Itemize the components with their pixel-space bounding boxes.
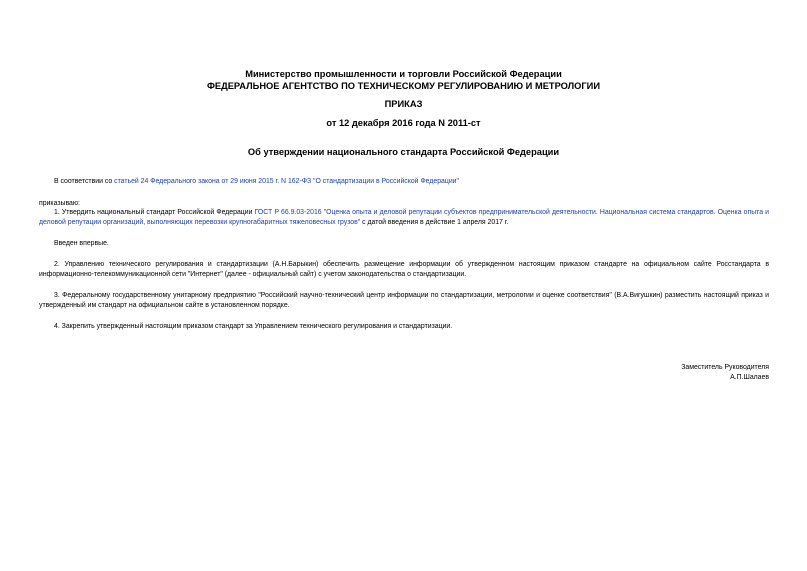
first-time-note: Введен впервые.	[54, 240, 109, 247]
agency-heading: ФЕДЕРАЛЬНОЕ АГЕНТСТВО ПО ТЕХНИЧЕСКОМУ РЕГУЛИРОВАНИЮ И МЕТРОЛОГИИ	[206, 81, 601, 91]
item-4-paragraph: 4. Закрепить утвержденный настоящим приказом стандарт за Управлением технического регулирования и стандартизации.	[54, 323, 453, 330]
doc-type-heading: ПРИКАЗ	[384, 99, 423, 109]
item-1-paragraph	[39, 208, 769, 228]
ministry-heading: Министерство промышленности и торговли Российской Федерации	[245, 69, 562, 79]
date-number-heading: от 12 декабря 2016 года N 2011-ст	[326, 118, 481, 128]
order-word: приказываю:	[39, 200, 80, 207]
preamble-text: В соответствии со	[54, 178, 115, 185]
item-1-suffix: с датой введения в действие 1 апреля 2017 г.	[360, 219, 509, 227]
item-2-paragraph: 2. Управлению технического регулирования и стандартизации (А.Н.Барыкин) обеспечить размещение информации об утвержденном настоящим приказом стандарте на официальном сайте Росстандарта в информационно-телекоммуникационной сети "Интернет" (далее - официальный сайт) с учетом законодательства о стандартизации.	[39, 261, 769, 279]
item-1-prefix: 1. Утвердить национальный стандарт Российской Федерации	[54, 209, 255, 216]
signatory-position: Заместитель Руководителя	[681, 364, 769, 371]
signatory-name: А.П.Шалаев	[730, 374, 769, 381]
gost-standard-link[interactable]: ГОСТ Р 66.9.03-2016 "Оценка опыта и деловой репутации субъектов предпринимательской деятельности. Национальная система стандартов. Оценка опыта и деловой репутации организаций, выполняющих перевозки крупногабаритных тяжеловесных грузов"	[39, 209, 769, 227]
item-3-paragraph: 3. Федеральному государственному унитарному предприятию "Российский научно-технический центр информации по стандартизации, метрологии и оценке соответствия" (В.А.Вигушкин) разместить настоящий приказ и утвержденный им стандарт на официальном сайте в установленном порядке.	[39, 292, 769, 310]
preamble-paragraph	[39, 177, 769, 187]
federal-law-link[interactable]: статьей 24 Федерального закона от 29 июня 2015 г. N 162-ФЗ "О стандартизации в Российской Федерации"	[114, 178, 459, 185]
subject-heading: Об утверждении национального стандарта Российской Федерации	[247, 147, 560, 157]
